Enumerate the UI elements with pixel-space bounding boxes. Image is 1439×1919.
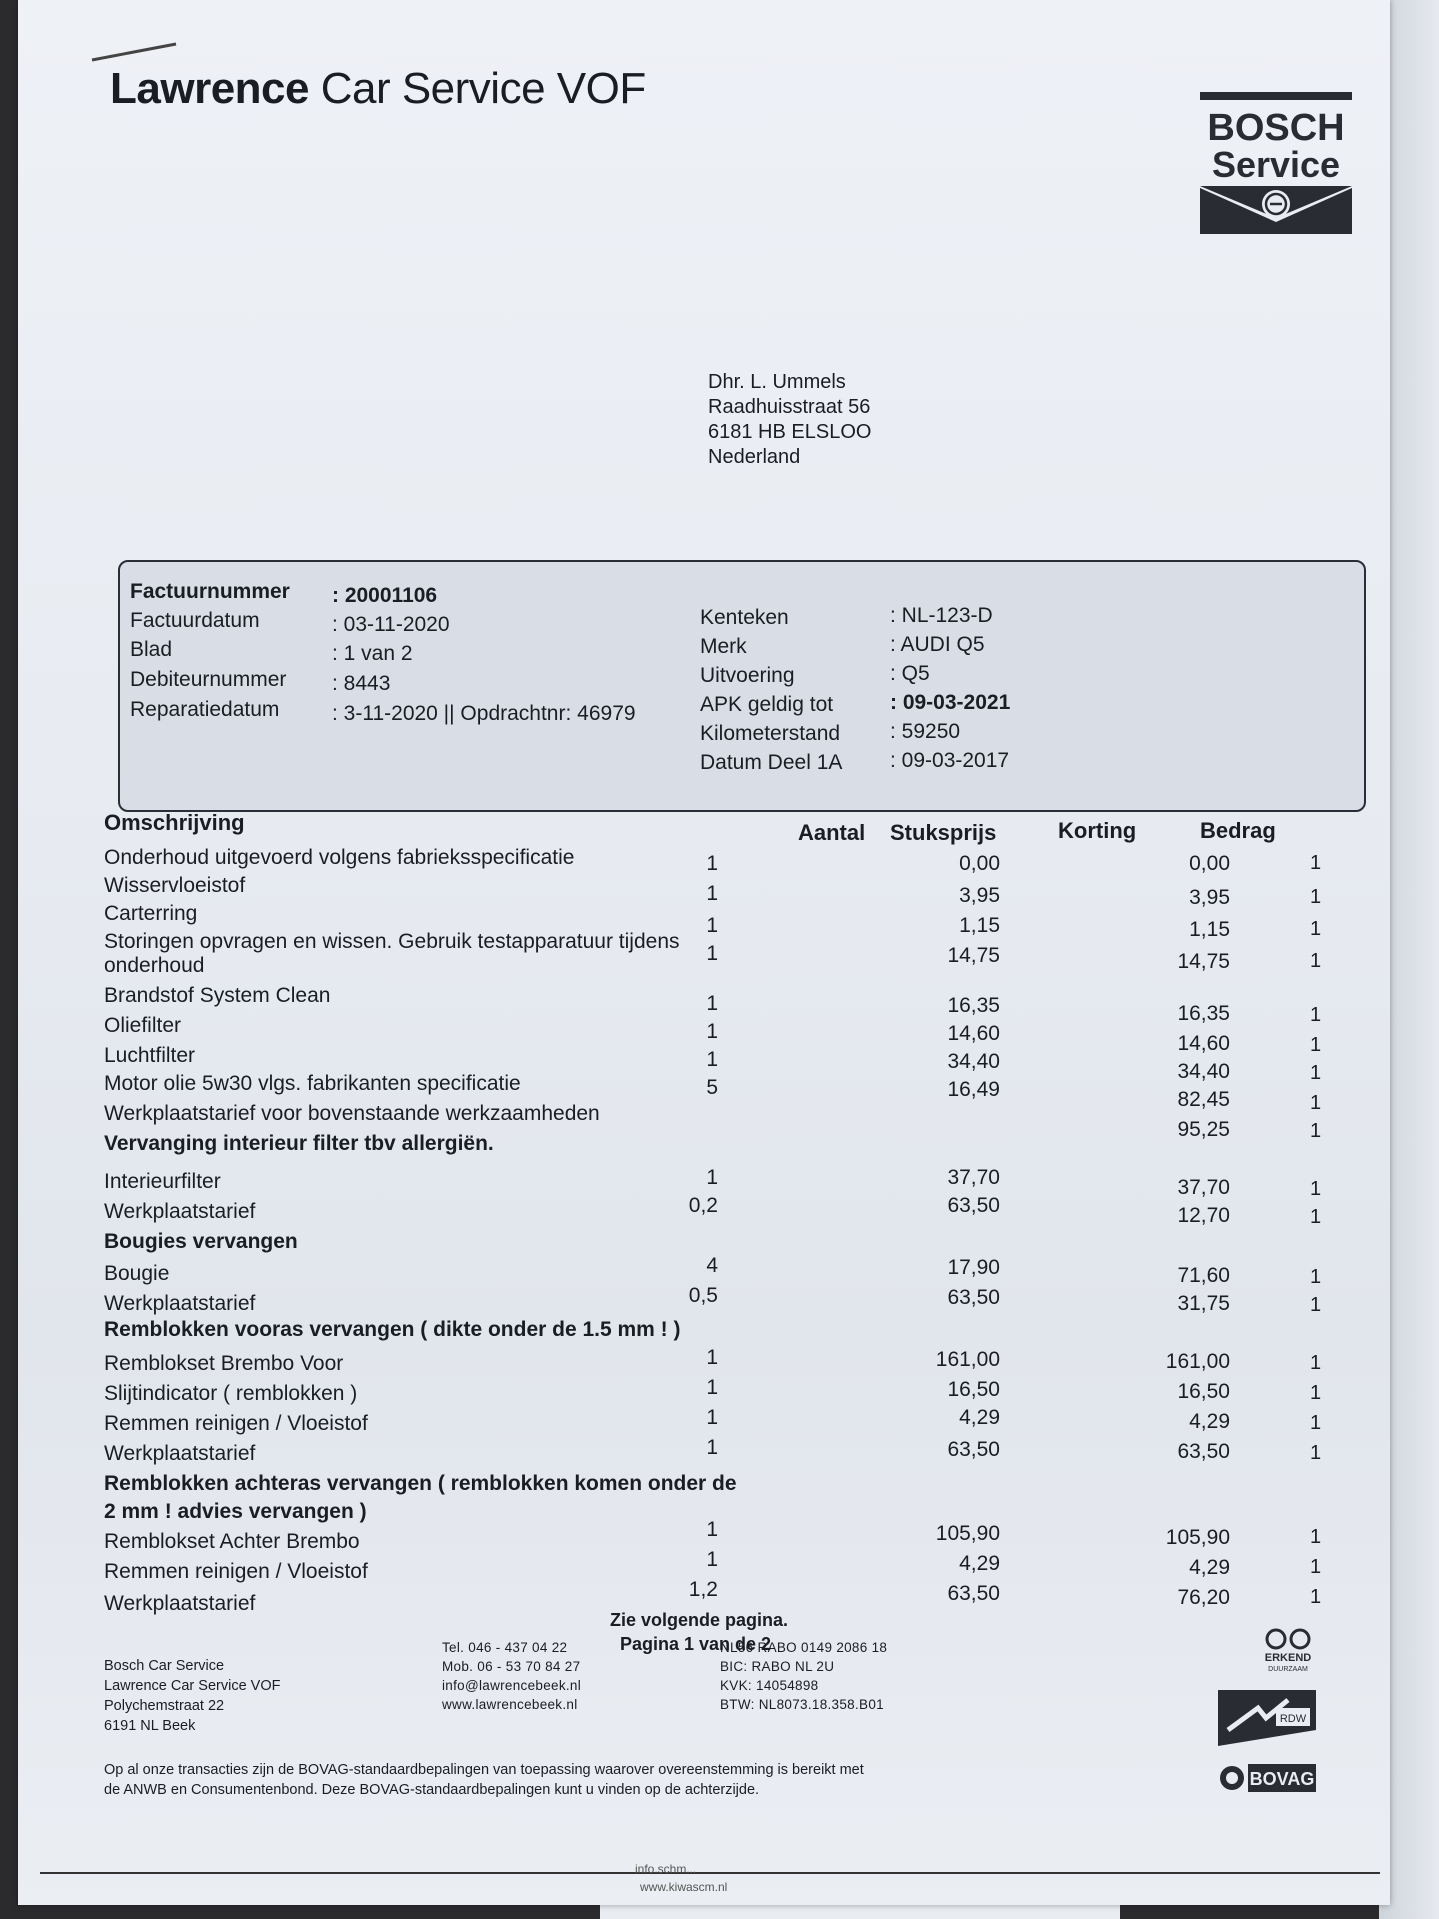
info-label: Merk — [700, 635, 747, 658]
line-vat-code: 1 — [1310, 1556, 1322, 1578]
line-quantity: 1 — [706, 942, 718, 965]
line-quantity: 1 — [706, 914, 718, 937]
info-value: : 1 van 2 — [332, 642, 413, 665]
line-vat-code: 1 — [1310, 1382, 1322, 1404]
line-quantity: 1 — [706, 1020, 718, 1043]
terms-line: Op al onze transacties zijn de BOVAG-standaardbepalingen van toepassing waarover overeenstemming is bereikt met — [104, 1762, 864, 1778]
line-vat-code: 1 — [1310, 1120, 1322, 1142]
line-vat-code: 1 — [1310, 1178, 1322, 1200]
line-quantity: 1 — [706, 882, 718, 905]
line-vat-code: 1 — [1310, 1092, 1322, 1114]
section-heading: Remblokken vooras vervangen ( dikte onder de 1.5 mm ! ) — [104, 1318, 681, 1341]
line-amount: 37,70 — [1177, 1176, 1230, 1199]
col-header-unit-price: Stuksprijs — [890, 820, 997, 845]
bovag-text: BOVAG — [1249, 1769, 1315, 1789]
line-amount: 105,90 — [1165, 1526, 1230, 1549]
footer-address-line: 6191 NL Beek — [104, 1718, 196, 1734]
line-description: Interieurfilter — [104, 1170, 221, 1193]
line-unit-price: 161,00 — [935, 1348, 1000, 1371]
terms-line: de ANWB en Consumentenbond. Deze BOVAG-standaardbepalingen kunt u vinden op de achterzijde. — [104, 1782, 760, 1798]
line-amount: 63,50 — [1177, 1440, 1230, 1463]
info-value: : Q5 — [890, 662, 930, 685]
line-description-cont: onderhoud — [104, 954, 205, 977]
info-value: : AUDI Q5 — [890, 633, 985, 656]
line-description: Luchtfilter — [104, 1044, 196, 1067]
line-amount: 1,15 — [1189, 918, 1230, 941]
line-quantity: 1 — [706, 1048, 718, 1071]
info-label: Factuurnummer — [130, 580, 290, 603]
info-value: : 8443 — [332, 672, 391, 695]
col-header-discount: Korting — [1058, 818, 1137, 843]
line-unit-price: 4,29 — [959, 1552, 1000, 1575]
line-vat-code: 1 — [1310, 1526, 1322, 1548]
line-vat-code: 1 — [1310, 852, 1322, 874]
line-amount: 14,60 — [1177, 1032, 1230, 1055]
section-heading: Remblokken achteras vervangen ( remblokken komen onder de — [104, 1472, 737, 1495]
line-quantity: 1 — [706, 1346, 718, 1369]
line-quantity: 0,2 — [688, 1194, 718, 1217]
footer-btw: BTW: NL8073.18.358.B01 — [720, 1697, 884, 1712]
line-unit-price: 63,50 — [947, 1286, 1000, 1309]
line-unit-price: 16,35 — [947, 994, 1000, 1017]
line-amount: 3,95 — [1189, 886, 1230, 909]
terms-text — [104, 1760, 864, 1800]
footer-phone: Tel. 046 - 437 04 22 — [442, 1640, 568, 1655]
info-label: Factuurdatum — [130, 609, 260, 632]
line-vat-code: 1 — [1310, 918, 1322, 940]
section-heading-cont: 2 mm ! advies vervangen ) — [104, 1500, 367, 1523]
bosch-logo-line2: Service — [1211, 144, 1341, 185]
footer-email: info@lawrencebeek.nl — [442, 1678, 582, 1693]
footer-website: www.lawrencebeek.nl — [442, 1697, 578, 1712]
line-vat-code: 1 — [1310, 1206, 1322, 1228]
line-unit-price: 14,75 — [947, 944, 1000, 967]
line-unit-price: 105,90 — [935, 1522, 1000, 1545]
company-name — [110, 64, 646, 114]
line-vat-code: 1 — [1310, 1034, 1322, 1056]
invoice-info-box — [118, 560, 1366, 812]
line-vat-code: 1 — [1310, 1266, 1322, 1288]
line-description: Werkplaatstarief voor bovenstaande werkzaamheden — [104, 1102, 600, 1125]
line-amount: 16,35 — [1177, 1002, 1230, 1025]
col-header-description: Omschrijving — [104, 810, 245, 835]
line-quantity: 1 — [706, 1376, 718, 1399]
info-label: Blad — [130, 638, 173, 661]
line-quantity: 0,5 — [688, 1284, 718, 1307]
line-quantity: 1 — [706, 1166, 718, 1189]
background-url: www.kiwascm.nl — [640, 1880, 728, 1894]
line-quantity: 1 — [706, 1436, 718, 1459]
line-vat-code: 1 — [1310, 1062, 1322, 1084]
info-label: Kenteken — [700, 606, 789, 629]
recipient-address — [708, 370, 871, 470]
line-quantity: 1 — [706, 1548, 718, 1571]
line-amount: 34,40 — [1177, 1060, 1230, 1083]
line-description: Remmen reinigen / Vloeistof — [104, 1560, 368, 1583]
line-amount: 4,29 — [1189, 1410, 1230, 1433]
rdw-text: RDW — [1279, 1713, 1307, 1725]
line-description: Storingen opvragen en wissen. Gebruik testapparatuur tijdens — [104, 930, 680, 953]
info-label: Datum Deel 1A — [700, 751, 843, 774]
line-description: Carterring — [104, 902, 198, 925]
line-description: Motor olie 5w30 vlgs. fabrikanten specificatie — [104, 1072, 521, 1095]
col-header-amount: Bedrag — [1200, 818, 1276, 843]
info-label: Reparatiedatum — [130, 698, 280, 721]
recipient-street: Raadhuisstraat 56 — [708, 396, 871, 418]
line-unit-price: 34,40 — [947, 1050, 1000, 1073]
line-description: Remmen reinigen / Vloeistof — [104, 1412, 368, 1435]
line-quantity: 5 — [706, 1076, 718, 1099]
footer-address — [104, 1656, 280, 1736]
line-description: Werkplaatstarief — [104, 1442, 256, 1465]
line-unit-price: 3,95 — [959, 884, 1000, 907]
line-amount: 71,60 — [1177, 1264, 1230, 1287]
info-value: : 03-11-2020 — [332, 613, 450, 636]
line-unit-price: 14,60 — [947, 1022, 1000, 1045]
footer-contact — [442, 1638, 581, 1714]
line-quantity: 1,2 — [688, 1578, 718, 1601]
line-quantity: 1 — [706, 1406, 718, 1429]
line-amount: 0,00 — [1189, 852, 1230, 875]
line-amount: 14,75 — [1177, 950, 1230, 973]
line-quantity: 4 — [706, 1254, 718, 1277]
info-value: : 59250 — [890, 720, 961, 743]
line-amount: 16,50 — [1177, 1380, 1230, 1403]
line-description: Bougie — [104, 1262, 170, 1285]
line-description: Onderhoud uitgevoerd volgens fabrieksspecificatie — [104, 846, 575, 869]
company-name-bold: Lawrence — [110, 64, 309, 113]
line-unit-price: 63,50 — [947, 1438, 1000, 1461]
bottom-divider — [40, 1872, 1380, 1874]
line-unit-price: 37,70 — [947, 1166, 1000, 1189]
line-unit-price: 63,50 — [947, 1582, 1000, 1605]
line-vat-code: 1 — [1310, 1412, 1322, 1434]
line-amount: 76,20 — [1177, 1586, 1230, 1609]
line-vat-code: 1 — [1310, 1352, 1322, 1374]
footer-bic: BIC: RABO NL 2U — [720, 1659, 835, 1674]
info-value: : NL-123-D — [890, 604, 993, 627]
line-description: Remblokset Brembo Voor — [104, 1352, 344, 1375]
footer-address-line: Bosch Car Service — [104, 1658, 225, 1674]
section-heading: Vervanging interieur filter tbv allergiën. — [104, 1132, 494, 1155]
info-value: : 20001106 — [332, 584, 438, 607]
line-unit-price: 4,29 — [959, 1406, 1000, 1429]
line-quantity: 1 — [706, 1518, 718, 1541]
line-description: Slijtindicator ( remblokken ) — [104, 1382, 358, 1405]
line-unit-price: 1,15 — [959, 914, 1000, 937]
duurzaam-text: DUURZAAM — [1268, 1666, 1308, 1673]
line-unit-price: 17,90 — [947, 1256, 1000, 1279]
col-header-quantity: Aantal — [798, 820, 866, 845]
page-number: Pagina 1 van de 2 — [620, 1634, 772, 1654]
line-unit-price: 0,00 — [959, 852, 1000, 875]
line-description: Werkplaatstarief — [104, 1200, 256, 1223]
line-amount: 82,45 — [1177, 1088, 1230, 1111]
line-vat-code: 1 — [1310, 1442, 1322, 1464]
info-value: : 09-03-2017 — [890, 749, 1010, 772]
line-amount: 161,00 — [1165, 1350, 1230, 1373]
footer-iban: NL56 RABO 0149 2086 18 — [720, 1640, 888, 1655]
footer-mobile: Mob. 06 - 53 70 84 27 — [442, 1659, 581, 1674]
pen-mark-icon — [90, 40, 180, 64]
line-amount: 31,75 — [1177, 1292, 1230, 1315]
footer-address-line: Polychemstraat 22 — [104, 1698, 225, 1714]
line-description: Oliefilter — [104, 1014, 182, 1037]
line-vat-code: 1 — [1310, 950, 1322, 972]
bosch-logo-line1: BOSCH — [1207, 107, 1345, 149]
section-heading: Bougies vervangen — [104, 1230, 298, 1253]
line-vat-code: 1 — [1310, 1294, 1322, 1316]
recipient-country: Nederland — [708, 446, 801, 468]
info-label: Uitvoering — [700, 664, 795, 687]
line-unit-price: 16,49 — [947, 1078, 1000, 1101]
recipient-name: Dhr. L. Ummels — [708, 371, 846, 393]
footer-bank — [720, 1638, 887, 1714]
line-amount: 95,25 — [1177, 1118, 1230, 1141]
info-label: Debiteurnummer — [130, 668, 287, 691]
recipient-city: 6181 HB ELSLOO — [708, 421, 872, 443]
info-label: APK geldig tot — [700, 693, 834, 716]
rdw-logo — [1218, 1690, 1316, 1746]
bosch-service-logo — [1200, 92, 1352, 242]
info-value: : 09-03-2021 — [890, 691, 1011, 714]
line-unit-price: 16,50 — [947, 1378, 1000, 1401]
line-unit-price: 63,50 — [947, 1194, 1000, 1217]
line-description: Werkplaatstarief — [104, 1292, 256, 1315]
line-vat-code: 1 — [1310, 886, 1322, 908]
line-description: Remblokset Achter Brembo — [104, 1530, 360, 1553]
footer-kvk: KVK: 14054898 — [720, 1678, 819, 1693]
erkend-duurzaam-logo — [1254, 1625, 1322, 1673]
line-amount: 4,29 — [1189, 1556, 1230, 1579]
background-url: info.schm... — [635, 1862, 697, 1876]
line-quantity: 1 — [706, 852, 718, 875]
continue-note: Zie volgende pagina. — [610, 1610, 789, 1630]
line-quantity: 1 — [706, 992, 718, 1015]
line-description: Werkplaatstarief — [104, 1592, 256, 1615]
line-vat-code: 1 — [1310, 1586, 1322, 1608]
info-label: Kilometerstand — [700, 722, 841, 745]
erkend-text: ERKEND — [1264, 1652, 1312, 1664]
invoice-sheet — [18, 0, 1390, 1905]
line-description: Wisservloeistof — [104, 874, 246, 897]
footer-address-line: Lawrence Car Service VOF — [104, 1678, 281, 1694]
company-name-rest: Car Service VOF — [308, 64, 646, 113]
bovag-logo — [1218, 1758, 1318, 1798]
line-description: Brandstof System Clean — [104, 984, 331, 1007]
line-vat-code: 1 — [1310, 1004, 1322, 1026]
line-amount: 12,70 — [1177, 1204, 1230, 1227]
info-value: : 3-11-2020 || Opdrachtnr: 46979 — [332, 702, 636, 725]
